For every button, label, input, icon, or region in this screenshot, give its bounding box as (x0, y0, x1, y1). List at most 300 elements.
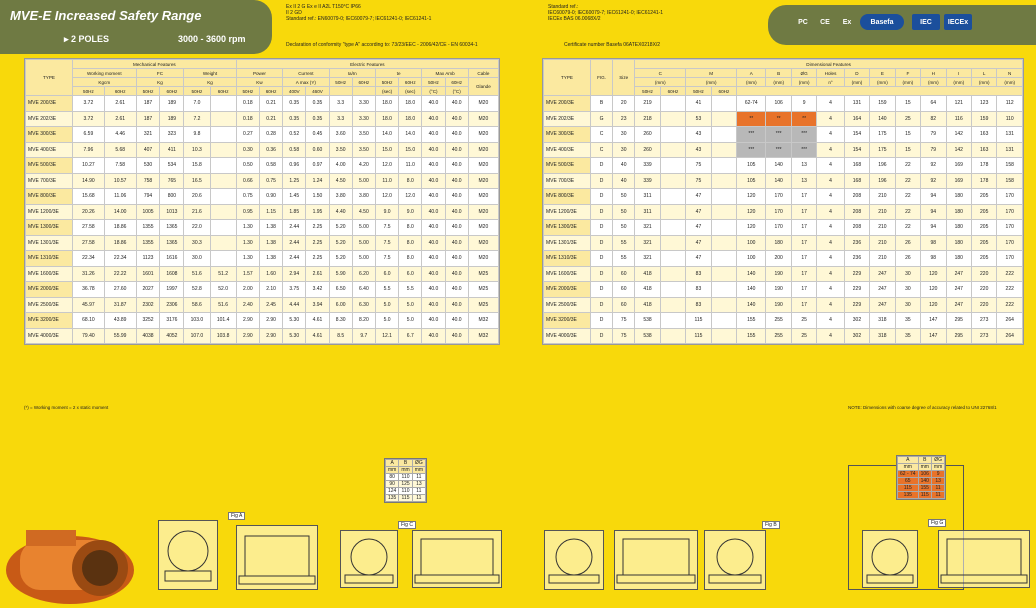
table-cell: 5.20 (329, 235, 352, 251)
table-cell: 6.30 (352, 297, 375, 313)
drawing-fig-g-front (862, 530, 918, 588)
table-cell: 18.0 (375, 96, 398, 112)
mini-row (386, 488, 426, 495)
table-cell: 40 (613, 173, 635, 189)
table-cell: 123 (971, 96, 996, 112)
table-cell: 14.00 (104, 204, 136, 220)
table-cell: 5.00 (352, 251, 375, 267)
table-cell: 47 (686, 220, 711, 236)
table-cell: 5.5 (375, 282, 398, 298)
table-cell: 12.0 (375, 158, 398, 174)
table-cell (711, 328, 736, 344)
table-cell: 2.25 (306, 235, 329, 251)
table-cell: 20.6 (184, 189, 210, 205)
row-type-cell: MVE 2000/3E (26, 282, 73, 298)
table-cell: 180 (766, 235, 791, 251)
table-cell (660, 328, 685, 344)
mini-cell: ØG (931, 457, 944, 464)
table-cell: 5.68 (104, 142, 136, 158)
table-cell: 106 (766, 96, 791, 112)
table-cell: 147 (921, 313, 946, 329)
table-cell: 40.0 (422, 173, 445, 189)
table-cell: M20 (468, 204, 498, 220)
standard-line-2: IEC60079-0; IEC60079-7; IEC61241-0; IEC61241-1 (548, 10, 664, 16)
table-cell: 120 (737, 220, 766, 236)
title-banner (0, 4, 272, 34)
table-cell: 31.87 (104, 297, 136, 313)
table-cell: 40.0 (445, 142, 468, 158)
drawing-fig-g-side (938, 530, 1030, 588)
table-cell: 25 (791, 313, 816, 329)
mini-cell: ØG (412, 460, 425, 467)
table-cell: 2.90 (259, 328, 282, 344)
table-row (544, 328, 1023, 344)
table-cell: 159 (971, 111, 996, 127)
table-cell: 3.50 (329, 142, 352, 158)
table-row (544, 204, 1023, 220)
table-cell: 1.95 (306, 204, 329, 220)
table-cell: 75 (613, 328, 635, 344)
table-cell: 140 (737, 266, 766, 282)
table-cell: 83 (686, 266, 711, 282)
table-cell: 180 (946, 251, 971, 267)
mini-cell: 11 (931, 485, 944, 492)
table-cell: 9.8 (184, 127, 210, 143)
table-cell: 75 (686, 158, 711, 174)
table-cell: 23 (613, 111, 635, 127)
hz50-h: 50Hz (375, 78, 398, 87)
col-fig: FIG. (591, 60, 613, 96)
table-cell: 4.44 (283, 297, 306, 313)
table-cell: 163 (971, 142, 996, 158)
iecex-logo: IECEx (944, 14, 972, 30)
table-cell: 6.7 (399, 328, 422, 344)
table-cell: 100 (737, 235, 766, 251)
mini-row (898, 457, 945, 464)
table-cell: 47 (686, 204, 711, 220)
table-cell: 155 (737, 313, 766, 329)
table-cell: 264 (997, 313, 1023, 329)
table-cell: 15.0 (399, 142, 422, 158)
table-cell: D (591, 297, 613, 313)
group-mechanical: Mechanical Features (73, 60, 237, 69)
table-cell: 2.90 (236, 313, 259, 329)
table-row (26, 297, 499, 313)
table-cell: 187 (136, 96, 160, 112)
table-cell: 264 (997, 328, 1023, 344)
table-cell: 3.30 (352, 111, 375, 127)
table-cell: M20 (468, 158, 498, 174)
table-cell: 411 (160, 142, 184, 158)
table-cell: 131 (844, 96, 869, 112)
table-cell: 2.44 (283, 220, 306, 236)
table-cell: 247 (946, 297, 971, 313)
table-cell (660, 266, 685, 282)
table-cell: 1.45 (283, 189, 306, 205)
table-cell: 273 (971, 313, 996, 329)
table-cell: 22.0 (184, 220, 210, 236)
table-cell: 0.90 (259, 189, 282, 205)
table-cell: 5.90 (329, 266, 352, 282)
table-cell: 0.75 (259, 173, 282, 189)
table-cell (711, 142, 736, 158)
table-cell: 260 (635, 127, 660, 143)
table-cell (660, 111, 685, 127)
table-cell (660, 173, 685, 189)
unit-mm: (mm) (997, 78, 1023, 87)
table-cell: 120 (921, 282, 946, 298)
mini-cell: 125 (399, 481, 412, 488)
table-cell: 168 (844, 173, 869, 189)
fig-a-label: Fig A (228, 512, 245, 520)
row-type-cell: MVE 1600/3E (544, 266, 591, 282)
table-cell: 58.6 (184, 297, 210, 313)
table-cell (660, 189, 685, 205)
table-cell: 1997 (160, 282, 184, 298)
hz60-h: 60Hz (259, 87, 282, 96)
table-cell: 5.0 (375, 297, 398, 313)
table-cell: M20 (468, 127, 498, 143)
table-cell: 26 (895, 251, 920, 267)
hz60-h: 60Hz (352, 78, 375, 87)
fig-b-label: Fig B (762, 521, 780, 529)
blank-h (329, 87, 352, 96)
table-cell: 30 (895, 297, 920, 313)
table-cell: ** (766, 111, 791, 127)
row-type-cell: MVE 1310/3E (544, 251, 591, 267)
atex-line-3: Standard ref.: EN60079-0; IEC60079-7; IEC61241-0; IEC61241-1 (286, 16, 432, 22)
electric-mechanical-table (24, 58, 500, 345)
table-cell: 187 (136, 111, 160, 127)
row-type-cell: MVE 2500/3E (26, 297, 73, 313)
table-cell: C (591, 142, 613, 158)
table-cell: 1.38 (259, 220, 282, 236)
mini-cell: B (399, 460, 412, 467)
row-type-cell: MVE 400/3E (544, 142, 591, 158)
table-cell: 17 (791, 297, 816, 313)
col-c: C (635, 69, 686, 78)
row-type-cell: MVE 2000/3E (544, 282, 591, 298)
row-type-cell: MVE 1301/3E (26, 235, 73, 251)
table-cell (711, 220, 736, 236)
unit-te: (sec) (399, 87, 422, 96)
table-cell: 321 (635, 235, 660, 251)
table-cell (711, 189, 736, 205)
table-cell: 170 (997, 189, 1023, 205)
table-cell: D (591, 220, 613, 236)
table-cell (711, 313, 736, 329)
table-cell: 758 (136, 173, 160, 189)
table-cell: 418 (635, 297, 660, 313)
table-cell: 229 (844, 266, 869, 282)
mini-cell: mm (386, 467, 399, 474)
table-cell: 5.0 (399, 297, 422, 313)
table-cell: 339 (635, 158, 660, 174)
table-cell: 1608 (160, 266, 184, 282)
table-row (544, 297, 1023, 313)
table-cell: 7.96 (73, 142, 105, 158)
table-cell: 18.0 (375, 111, 398, 127)
table-cell: 247 (870, 297, 895, 313)
table-cell (660, 204, 685, 220)
table-cell (210, 111, 236, 127)
table-cell: 4 (817, 235, 844, 251)
table-cell: 175 (870, 142, 895, 158)
table-cell: 1365 (160, 220, 184, 236)
table-row (26, 220, 499, 236)
table-cell: 4.61 (306, 328, 329, 344)
table-cell: 40.0 (445, 111, 468, 127)
table-cell: 1.30 (236, 220, 259, 236)
table-row (544, 158, 1023, 174)
standard-line-1: Standard ref.: (548, 4, 579, 10)
table-cell: 103.8 (210, 328, 236, 344)
table-cell: 14.90 (73, 173, 105, 189)
right-page (518, 0, 1036, 608)
table-cell: 4.50 (352, 204, 375, 220)
table-cell: 3.3 (329, 111, 352, 127)
table-cell: 800 (160, 189, 184, 205)
table-cell: 0.96 (283, 158, 306, 174)
poles-label: ▸ 2 POLES (64, 34, 110, 44)
table-cell: 9.0 (375, 204, 398, 220)
table-cell: 1365 (160, 235, 184, 251)
table-cell: 2.45 (259, 297, 282, 313)
table-cell: 2.00 (236, 282, 259, 298)
table-cell (660, 220, 685, 236)
mini-cell: 115 (918, 492, 931, 499)
table-row (544, 251, 1023, 267)
table-cell: 170 (766, 189, 791, 205)
table-cell: 5.20 (329, 251, 352, 267)
table-cell: 47 (686, 189, 711, 205)
table-cell: 180 (946, 220, 971, 236)
table-cell: 50 (613, 220, 635, 236)
table-cell: 1123 (136, 251, 160, 267)
table-cell: 247 (870, 266, 895, 282)
table-cell: 10.3 (184, 142, 210, 158)
mini-cell: A (386, 460, 399, 467)
table-cell: 140 (766, 158, 791, 174)
table-row (544, 96, 1023, 112)
col-working-moment: Working moment (73, 69, 137, 78)
table-cell: 105 (737, 173, 766, 189)
table-cell: 170 (997, 204, 1023, 220)
table-cell: 40.0 (445, 96, 468, 112)
row-type-cell: MVE 3200/3E (544, 313, 591, 329)
table-cell: M20 (468, 220, 498, 236)
table-cell: 0.95 (236, 204, 259, 220)
table-row (544, 173, 1023, 189)
mini-cell: B (918, 457, 931, 464)
table-cell: 0.97 (306, 158, 329, 174)
col-fc: FC (136, 69, 184, 78)
table-cell: *** (737, 142, 766, 158)
table-cell (660, 297, 685, 313)
table-cell (210, 204, 236, 220)
ex-logo: Ex (842, 18, 852, 26)
table-cell: 79.40 (73, 328, 105, 344)
table-row (26, 127, 499, 143)
table-cell: 311 (635, 189, 660, 205)
hz50-h: 50Hz (236, 87, 259, 96)
unit-wm: Kgcm (73, 78, 137, 87)
table-cell: 40.0 (445, 235, 468, 251)
unit-mm: (mm) (870, 78, 895, 87)
table-cell: 794 (136, 189, 160, 205)
table-cell: 12.1 (375, 328, 398, 344)
table-cell: 311 (635, 204, 660, 220)
table-cell (660, 235, 685, 251)
table-row (544, 111, 1023, 127)
table-cell: 4.50 (329, 173, 352, 189)
hz50-h: 50Hz (422, 78, 445, 87)
table-cell: 4 (817, 111, 844, 127)
mini-cell: 115 (898, 485, 919, 492)
col-m: M (686, 69, 737, 78)
table-cell: 229 (844, 282, 869, 298)
table-cell (660, 158, 685, 174)
table-cell: 0.36 (259, 142, 282, 158)
table-cell: 407 (136, 142, 160, 158)
table-cell: 112 (997, 96, 1023, 112)
table-cell: 17 (791, 282, 816, 298)
table-cell: 4 (817, 220, 844, 236)
table-cell: 4 (817, 158, 844, 174)
table-cell: 154 (844, 127, 869, 143)
row-type-cell: MVE 400/3E (26, 142, 73, 158)
table-cell: 18.86 (104, 235, 136, 251)
table-cell: 205 (971, 235, 996, 251)
table-cell: 0.18 (236, 111, 259, 127)
table-cell: 0.35 (306, 111, 329, 127)
table-row (26, 313, 499, 329)
mini-cell: 140 (918, 478, 931, 485)
table-cell: 205 (971, 220, 996, 236)
table-cell: 170 (997, 220, 1023, 236)
table-cell: 190 (766, 266, 791, 282)
table-cell: 15.8 (184, 158, 210, 174)
table-cell: 1616 (160, 251, 184, 267)
table-cell: D (591, 204, 613, 220)
table-cell: 21.6 (184, 204, 210, 220)
table-cell: 1.30 (236, 235, 259, 251)
table-cell: 98 (921, 235, 946, 251)
hz50-h: 50Hz (686, 87, 711, 96)
table-cell: 210 (870, 220, 895, 236)
table-cell: 15.0 (375, 142, 398, 158)
col-d: D (844, 69, 869, 78)
table-cell (711, 235, 736, 251)
col-h: H (921, 69, 946, 78)
table-cell: 17 (791, 189, 816, 205)
table-cell: D (591, 266, 613, 282)
table-cell: 55 (613, 235, 635, 251)
table-cell: 4052 (160, 328, 184, 344)
table-cell: 30 (895, 282, 920, 298)
table-cell: 247 (946, 282, 971, 298)
table-row (26, 189, 499, 205)
unit-fc: Kg (136, 78, 184, 87)
table-cell: 116 (946, 111, 971, 127)
table-cell: 2.61 (104, 96, 136, 112)
hz50-h: 50Hz (73, 87, 105, 96)
table-cell: 175 (870, 127, 895, 143)
table-cell: 12.0 (399, 189, 422, 205)
mini-cell: mm (931, 464, 944, 471)
row-type-cell: MVE 700/3E (544, 173, 591, 189)
table-cell: 196 (870, 173, 895, 189)
table-row (544, 127, 1023, 143)
table-cell: 0.58 (259, 158, 282, 174)
table-cell: M25 (468, 297, 498, 313)
table-cell: 222 (997, 297, 1023, 313)
table-cell: 131 (997, 127, 1023, 143)
table-cell: 4 (817, 251, 844, 267)
table-cell: 273 (971, 328, 996, 344)
table-cell: 40.0 (422, 189, 445, 205)
v400-h: 400V (283, 87, 306, 96)
table-cell: 2.10 (259, 282, 282, 298)
table-cell: 169 (946, 173, 971, 189)
table-cell: *** (766, 127, 791, 143)
unit-mm: (mm) (921, 78, 946, 87)
table-cell: 218 (635, 111, 660, 127)
table-cell: 14.0 (375, 127, 398, 143)
table-cell: 534 (160, 158, 184, 174)
table-cell: 30.3 (184, 235, 210, 251)
table-cell: 0.50 (236, 158, 259, 174)
table-cell: 5.00 (352, 173, 375, 189)
mini-row (386, 481, 426, 488)
table-cell: 40.0 (422, 251, 445, 267)
table-cell: 255 (766, 328, 791, 344)
table-cell: 190 (766, 297, 791, 313)
v460-h: 460V (306, 87, 329, 96)
table-cell: 3.50 (352, 142, 375, 158)
table-cell (210, 127, 236, 143)
table-cell: 6.50 (329, 282, 352, 298)
col-te: te (375, 69, 421, 78)
table-cell: 3252 (136, 313, 160, 329)
mini-cell: 135 (386, 495, 399, 502)
table-row (26, 251, 499, 267)
table-cell: 164 (844, 111, 869, 127)
iec-logo: IEC (912, 14, 940, 30)
table-cell: 30 (895, 266, 920, 282)
col-size: Size (613, 60, 635, 96)
standard-line-3: IECEx BAS 06.0068X/2 (548, 16, 601, 22)
col-i: I (946, 69, 971, 78)
table-cell: 60 (613, 297, 635, 313)
table-cell: 131 (997, 142, 1023, 158)
table-cell: 0.60 (306, 142, 329, 158)
table-cell: 60 (613, 282, 635, 298)
row-type-cell: MVE 800/3E (544, 189, 591, 205)
table-cell: 31.26 (73, 266, 105, 282)
hz50-h: 50Hz (184, 87, 210, 96)
table-cell: 115 (686, 313, 711, 329)
table-cell: 538 (635, 313, 660, 329)
table-cell: 140 (737, 282, 766, 298)
table-cell: M20 (468, 173, 498, 189)
table-cell: 0.21 (259, 111, 282, 127)
row-type-cell: MVE 300/3E (26, 127, 73, 143)
mini-cell: 13 (931, 478, 944, 485)
col-b: B (766, 69, 791, 78)
table-cell: 295 (946, 328, 971, 344)
table-cell: 62-74 (737, 96, 766, 112)
